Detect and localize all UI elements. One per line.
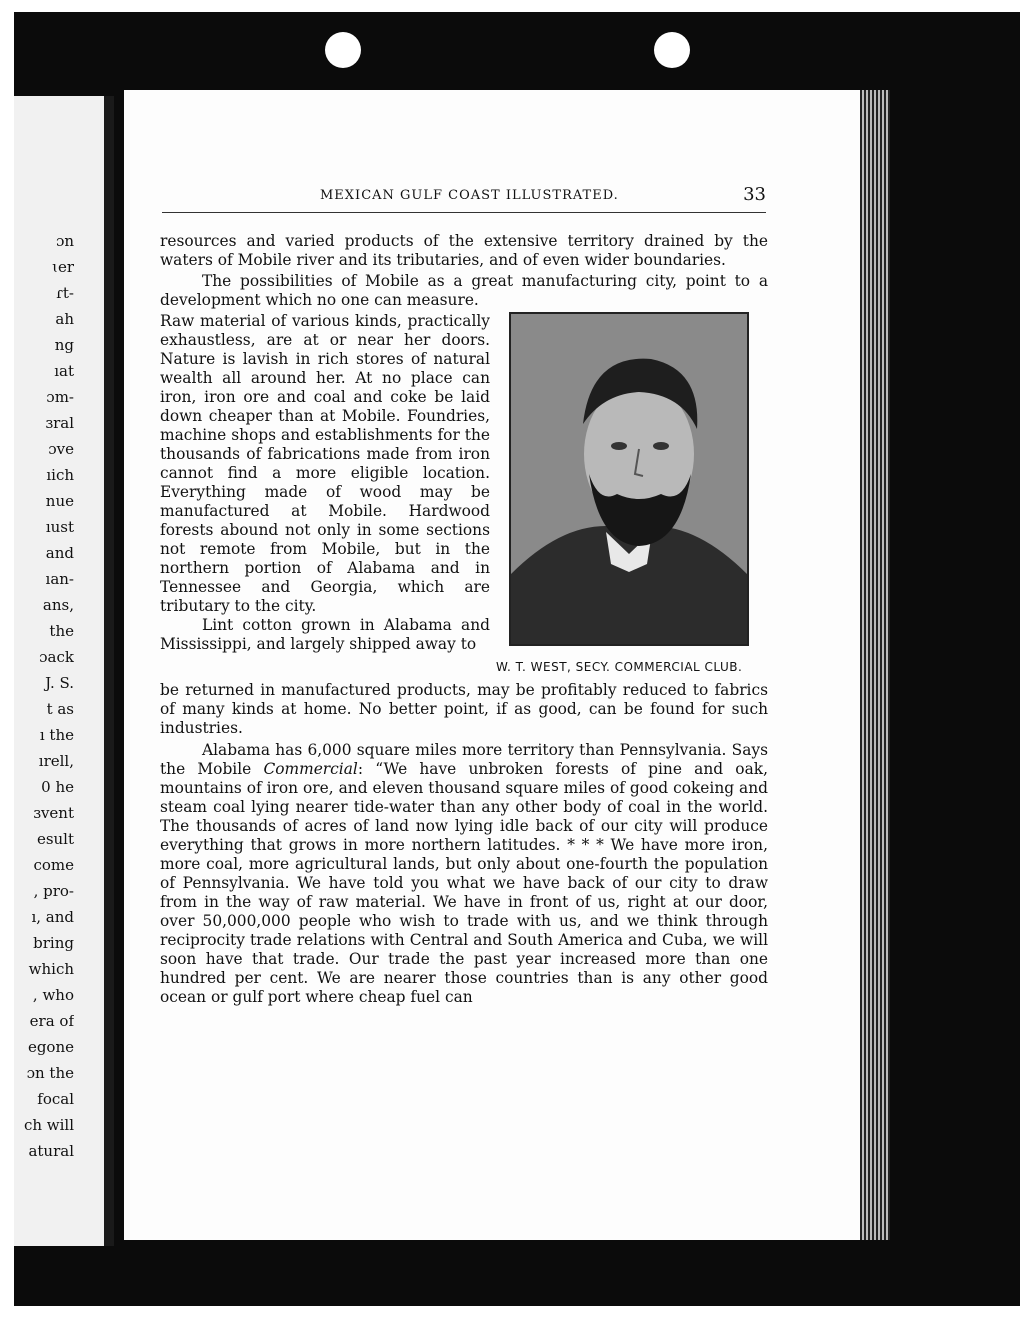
paragraph-3-rest — [160, 681, 768, 738]
facing-page-fragment: ɜvent — [33, 804, 74, 822]
paragraph-3-body: be returned in manufactured products, may be profitably reduced to fabrics of many kinds at home. No better point, if as good, can be found for such industries. — [160, 681, 768, 737]
facing-page-fragment: ng — [54, 336, 74, 354]
page-stack-edge — [860, 90, 890, 1240]
running-head — [200, 184, 766, 208]
facing-page-fragment: ɾt- — [56, 284, 74, 302]
facing-page-fragment: atural — [28, 1142, 74, 1160]
facing-page-fragment: ɩer — [52, 258, 74, 276]
facing-page-fragment: ɔack — [39, 648, 74, 666]
facing-page-fragment: , pro- — [33, 882, 74, 900]
newspaper-title: Commercial — [263, 760, 358, 778]
bearded-man-portrait-image — [511, 314, 747, 644]
facing-page-fragment: ɔve — [48, 440, 74, 458]
facing-page-fragment: t as — [46, 700, 74, 718]
paragraph-4 — [160, 741, 768, 1007]
facing-page-text — [14, 228, 74, 1164]
paragraph-2-top: The possibilities of Mobile as a great manufacturing city, point to a development which no one can measure. — [160, 272, 768, 309]
paragraph-4-body — [160, 741, 768, 1007]
facing-page-fragment: and — [45, 544, 74, 562]
facing-page-fragment: ɔm- — [46, 388, 74, 406]
facing-page-fragment: ı, and — [31, 908, 74, 926]
header-rule — [162, 212, 766, 213]
facing-page-fragment: ɔn — [55, 232, 74, 250]
facing-page-fragment: ıich — [46, 466, 74, 484]
page-number: 33 — [743, 184, 766, 205]
paragraph-4-intro: Alabama has 6,000 square miles more territory than Pennsylvania. Says the Mobile — [160, 741, 768, 778]
column-text — [160, 312, 490, 654]
facing-page-fragment: ırell, — [38, 752, 74, 770]
paragraph-3-column: Lint cotton grown in Alabama and Mississippi, and largely shipped away to — [160, 616, 490, 653]
portrait-caption: W. T. WEST, SECY. COMMERCIAL CLUB. — [496, 660, 743, 674]
facing-page-fragment: , who — [32, 986, 74, 1004]
paragraph-2-intro — [160, 272, 768, 310]
facing-page-fragment: ı the — [39, 726, 74, 744]
facing-page-fragment: come — [33, 856, 74, 874]
facing-page-fragment: ıust — [45, 518, 74, 536]
facing-page-fragment: bring — [33, 934, 74, 952]
facing-page-fragment: nue — [45, 492, 74, 510]
facing-page-fragment: focal — [37, 1090, 74, 1108]
facing-page-fragment: ah — [55, 310, 74, 328]
facing-page-fragment: ıan- — [45, 570, 74, 588]
binder-hole-right — [654, 32, 690, 68]
facing-page-fragment: which — [28, 960, 74, 978]
facing-page-fragment: ıat — [54, 362, 74, 380]
facing-page-fragment: 0 he — [41, 778, 74, 796]
newspaper-quote: : “We have unbroken forests of pine and oak, mountains of iron ore, and eleven thousand square miles of good cokeing and steam coal lying nearer tide-water than any other body of coal in the world. The thousands of acres of land now lying idle back of our city will produce everything that grows in more northern latitudes. * * * We have more iron, more coal, more agricultural lands, but only about one-fourth the population of Pennsylvania. We have told you what we have back of our city to draw from in the way of raw material. We have in front of us, right at our door, over 50,000,000 people who wish to trade with us, and we think through reciprocity trade relations with Central and South America and Cuba, we will soon have that trade. Our trade the past year increased more than one hundred per cent. We are nearer those countries than is any other good ocean or gulf port where cheap fuel can — [160, 760, 768, 1006]
facing-page-fragment: ɜral — [45, 414, 74, 432]
portrait-photo — [509, 312, 749, 646]
paragraph-2-column: Raw material of various kinds, practically exhaustless, are at or near her doors. Nature is lavish in rich stores of natural wealth all around her. At no place can iron, iron ore and coal and coke be laid down cheaper than at Mobile. Foundries, machine shops and establishments for the thousands of fabrications made from iron cannot find a more eligible location. Everything made of wood may be manufactured at Mobile. Hardwood forests abound not only in some sections not remote from Mobile, but in the northern portion of Alabama and in Tennessee and Georgia, which are tributary to the city. — [160, 312, 490, 615]
facing-page-fragment: egone — [27, 1038, 74, 1056]
facing-page-fragment: ans, — [42, 596, 74, 614]
running-head-title: MEXICAN GULF COAST ILLUSTRATED. — [320, 188, 619, 203]
facing-page-fragment: era of — [29, 1012, 74, 1030]
facing-page-fragment: the — [49, 622, 74, 640]
paragraph-1: resources and varied products of the extensive territory drained by the waters of Mobile river and its tributaries, and of even wider boundaries. — [160, 232, 768, 269]
facing-page-fragment: ch will — [23, 1116, 74, 1134]
facing-page-fragment: ɔn the — [26, 1064, 74, 1082]
facing-page-fragment: esult — [36, 830, 74, 848]
facing-page-fragment: J. S. — [45, 674, 74, 692]
paragraph-continued — [160, 232, 768, 270]
binder-hole-left — [325, 32, 361, 68]
